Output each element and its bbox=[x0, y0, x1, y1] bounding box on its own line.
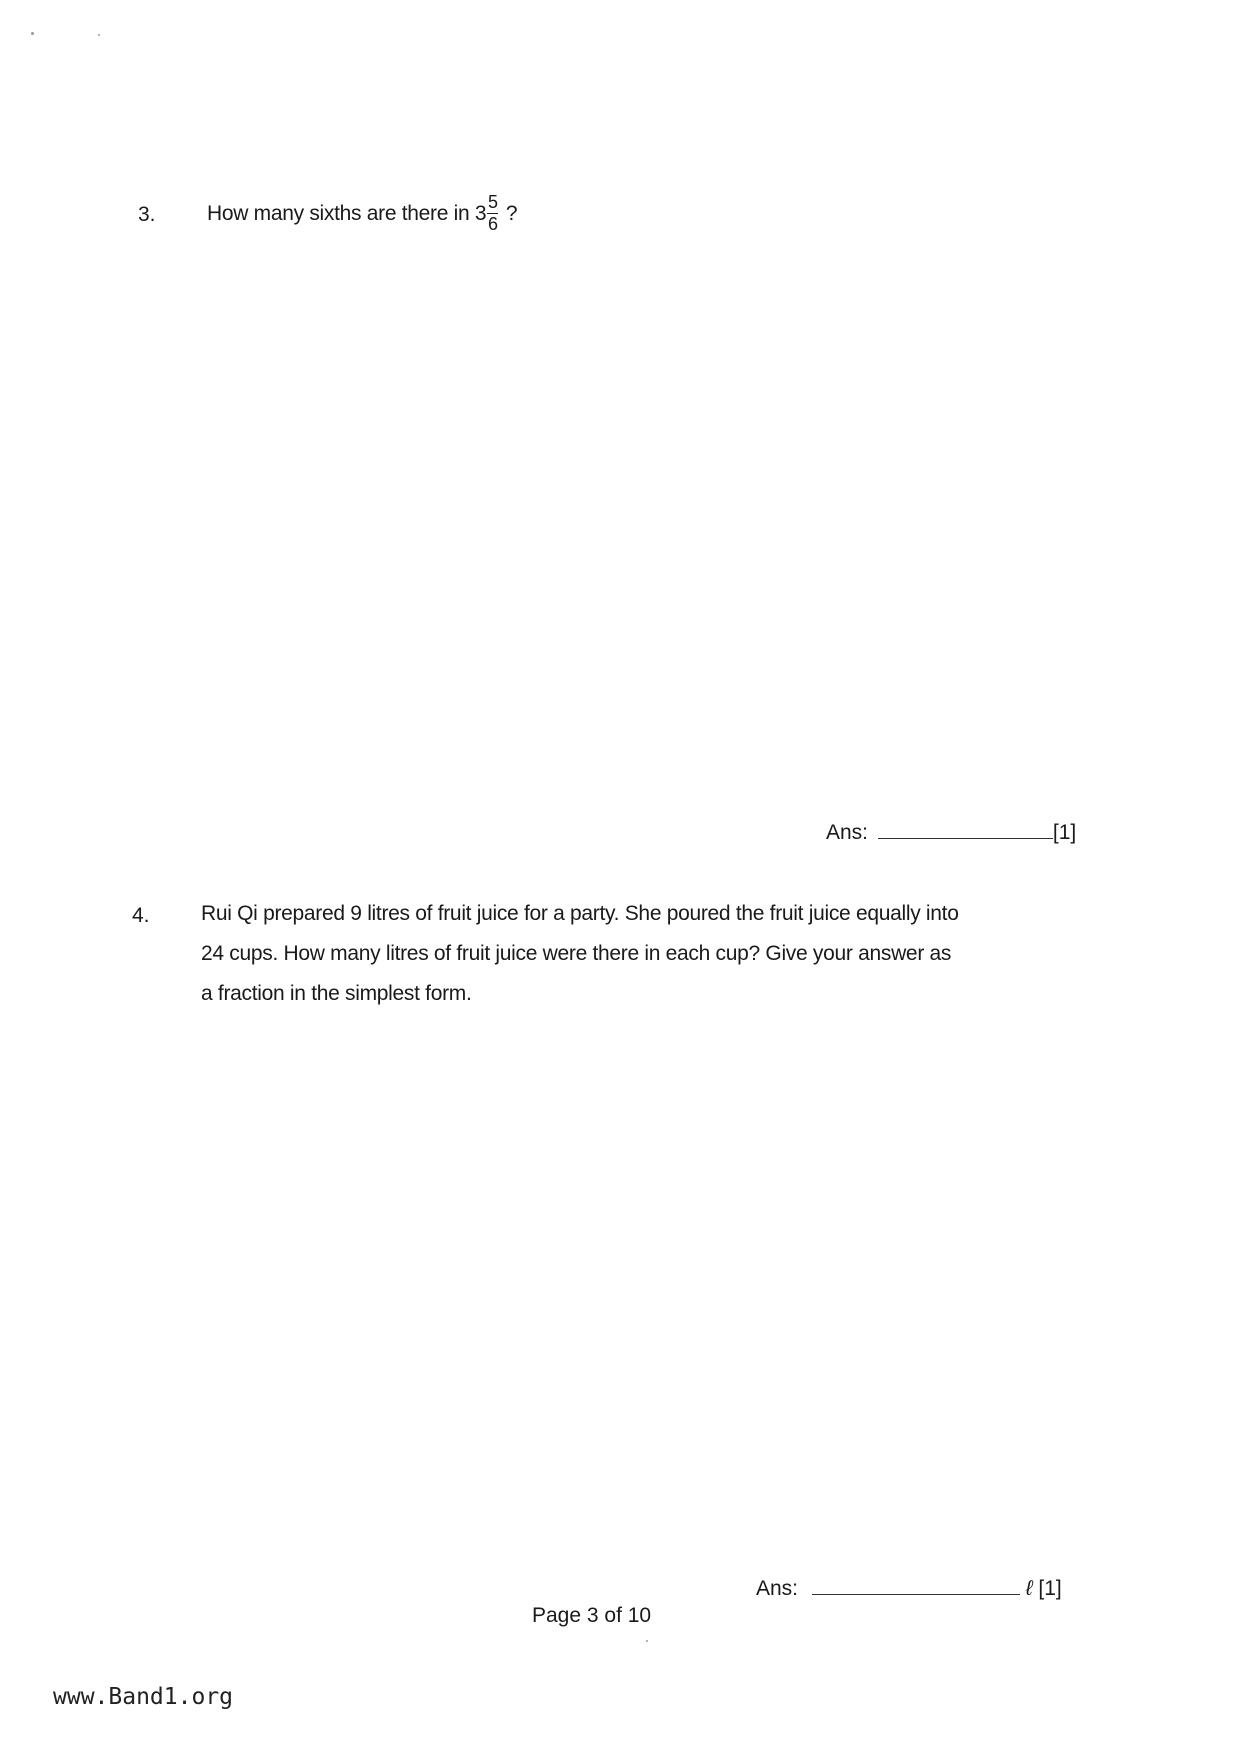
mixed-number-fraction bbox=[487, 193, 498, 234]
question-3-text-before: How many sixths are there in 3 bbox=[207, 202, 487, 226]
answer-line[interactable] bbox=[812, 1576, 1020, 1595]
answer-label: Ans: bbox=[756, 1577, 799, 1600]
question-4-text bbox=[201, 894, 1101, 1014]
answer-line[interactable] bbox=[878, 820, 1053, 839]
question-4-line: Rui Qi prepared 9 litres of fruit juice for a party. She poured the fruit juice equally into bbox=[201, 902, 959, 925]
question-4-line: a fraction in the simplest form. bbox=[201, 982, 472, 1005]
page-number: Page 3 of 10 bbox=[532, 1604, 652, 1627]
scan-speck bbox=[31, 32, 34, 35]
scan-speck bbox=[98, 34, 100, 36]
question-4-number: 4. bbox=[132, 904, 150, 927]
fraction-numerator: 5 bbox=[487, 192, 498, 212]
question-3-answer-row bbox=[826, 820, 1076, 845]
answer-label: Ans: bbox=[826, 821, 869, 844]
question-3-number: 3. bbox=[138, 203, 156, 226]
question-3-text bbox=[207, 194, 517, 235]
question-4-answer-row bbox=[756, 1576, 1062, 1601]
question-4-line: 24 cups. How many litres of fruit juice were there in each cup? Give your answer as bbox=[201, 942, 952, 965]
fraction-denominator: 6 bbox=[487, 214, 498, 234]
question-3-text-after: ? bbox=[505, 202, 518, 226]
watermark: www.Band1.org bbox=[53, 1684, 234, 1710]
unit-label: ℓ bbox=[1025, 1577, 1033, 1600]
scan-speck bbox=[646, 1640, 648, 1642]
marks-label: [1] bbox=[1052, 821, 1077, 844]
marks-label: [1] bbox=[1038, 1577, 1062, 1600]
